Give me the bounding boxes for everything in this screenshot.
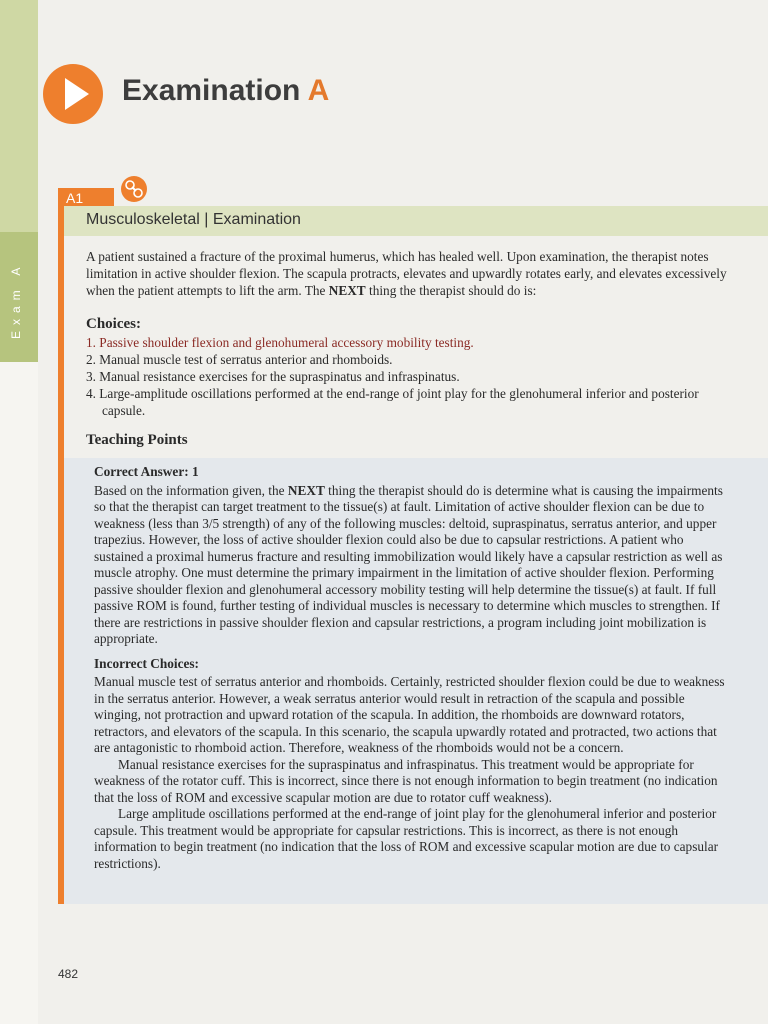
bone-joint-icon bbox=[119, 174, 149, 204]
incorrect-choices-label: Incorrect Choices: bbox=[94, 655, 199, 671]
teaching-points-heading: Teaching Points bbox=[86, 432, 188, 448]
question-text-before: A patient sustained a fracture of the proximal humerus, which has healed well. Upon examination, the therapist notes limitation in active shoulder flexion. The scapula protracts, elevates and upwardly rotates early, and elevates excessively when the patient attempts to lift the arm. The bbox=[86, 249, 727, 298]
question-text-after: thing the therapist should do is: bbox=[365, 283, 537, 298]
correct-text-before: Based on the information given, the bbox=[94, 482, 288, 498]
question-category: Musculoskeletal | Examination bbox=[86, 211, 301, 228]
incorrect-paragraph: Large amplitude oscillations performed at the end-range of joint play for the glenohumeral inferior and posterior capsule. This treatment would be appropriate for capsular restrictions. This is incorrect, as there is not enough information to begin treatment (no indication that the loss of ROM and excessive scapular motion are due to capsular restrictions). bbox=[94, 806, 719, 871]
teaching-points-content bbox=[94, 464, 734, 872]
choice-item-1: 1. Passive shoulder flexion and glenohumeral accessory mobility testing. bbox=[86, 335, 474, 350]
choices-heading: Choices: bbox=[86, 316, 141, 332]
correct-answer-section bbox=[94, 464, 734, 648]
page-title bbox=[122, 74, 329, 108]
choice-item-4: 4. Large-amplitude oscillations performed at the end-range of joint play for the glenohumeral inferior and posterior capsule. bbox=[86, 386, 699, 418]
page-title-letter: A bbox=[307, 74, 330, 107]
question-text-emphasis: NEXT bbox=[328, 283, 366, 298]
incorrect-choices-section bbox=[94, 656, 734, 873]
play-icon bbox=[41, 62, 105, 126]
correct-text-after: thing the therapist should do is determine what is causing the impairments so that the therapist can target treatment to the tissue(s) at fault. Limitation of active shoulder flexion can be due to weakness (less than 3/5 strength) of any of the following muscles: deltoid, supraspinatus, serratus anterior, and upper trapezius. However, the loss of active shoulder flexion could also be due to capsular restrictions. A patient who sustained a proximal humerus fracture and resulting immobilization would likely have a capsular restriction as well as muscle atrophy. One must determine the primary impairment in the limitation of active shoulder flexion. Performing passive shoulder flexion and glenohumeral accessory mobility testing will help determine the tissue(s) at fault. If full passive ROM is found, further testing of individual muscles is necessary to determine which muscles to strengthen. If there are restrictions in passive shoulder flexion and capsular restrictions, a program including joint mobilization is appropriate. bbox=[94, 482, 723, 646]
side-tab bbox=[0, 0, 38, 1024]
correct-text-emphasis: NEXT bbox=[287, 482, 325, 498]
correct-answer-label: Correct Answer: 1 bbox=[94, 464, 199, 479]
choice-item-2: 2. Manual muscle test of serratus anterior and rhomboids. bbox=[86, 352, 393, 367]
choice-item-3: 3. Manual resistance exercises for the supraspinatus and infraspinatus. bbox=[86, 369, 460, 384]
question-stem bbox=[86, 248, 736, 299]
incorrect-paragraph: Manual resistance exercises for the supraspinatus and infraspinatus. This treatment would be appropriate for weakness of the rotator cuff. This is incorrect, since there is not enough information to begin treatment (no indication that the loss of ROM and excessive scapular motion are due to rotator cuff weakness). bbox=[94, 756, 718, 805]
incorrect-paragraph: Manual muscle test of serratus anterior and rhomboids. Certainly, restricted shoulder flexion could be due to weakness in the serratus anterior. However, a weak serratus anterior would result in retraction of the scapula and possible winging, not protraction and upward rotation of the scapula. In addition, the rhomboids are downward rotators, retractors, and elevators of the scapula. In this scenario, the scapula upwardly rotated and protracted, two actions that are antagonistic to rhomboid action. Therefore, weakness of the rhomboids would not be a concern. bbox=[94, 674, 725, 755]
side-tab-label: Exam A bbox=[9, 261, 23, 339]
correct-answer-explanation bbox=[94, 483, 734, 648]
page-number: 482 bbox=[58, 967, 79, 981]
page-title-prefix: Examination bbox=[122, 74, 301, 107]
question-id-badge: A1 bbox=[58, 188, 114, 208]
choices-list bbox=[86, 334, 736, 419]
